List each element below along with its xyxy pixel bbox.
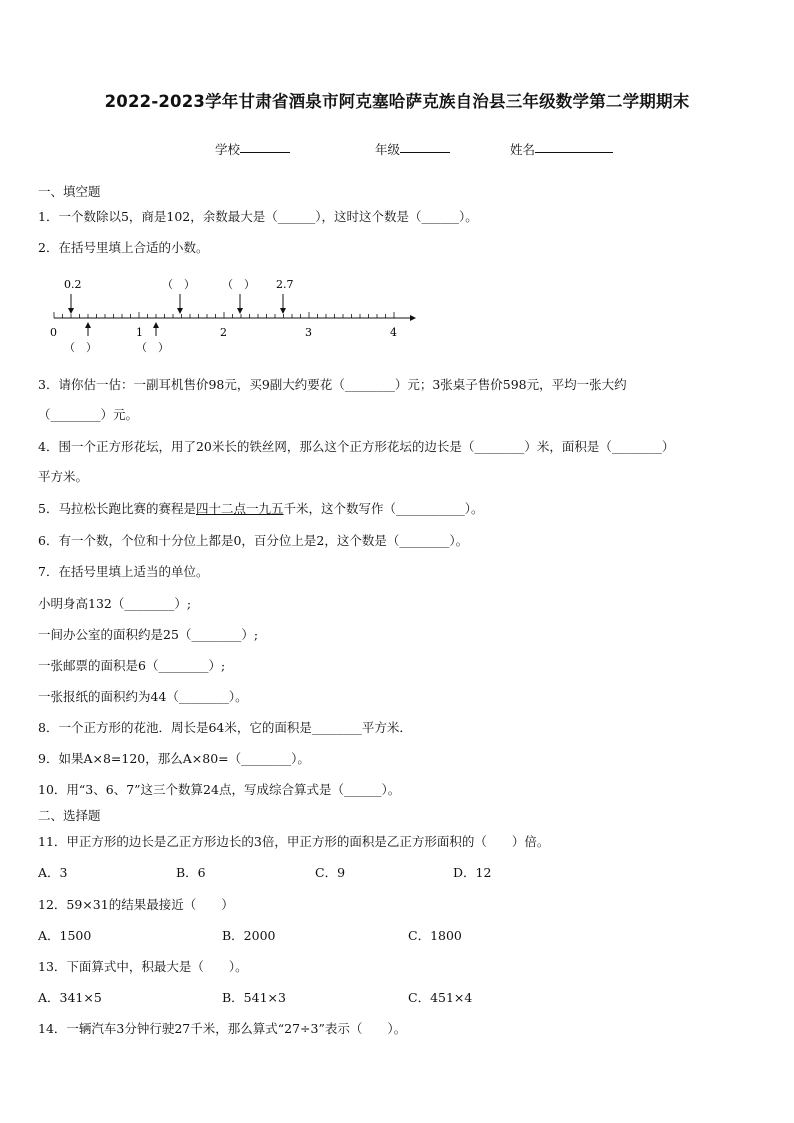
school-field[interactable] [215, 140, 240, 158]
q11-option-a[interactable]: A．3 [38, 865, 68, 880]
tick-3: 3 [305, 326, 312, 339]
blank-top-1: （ ） [162, 278, 195, 291]
question-14: 14．一辆汽车3分钟行驶27千米，那么算式“27÷3”表示（ ）。 [38, 1021, 407, 1036]
question-4: 4．围一个正方形花坛，用了20米长的铁丝网，那么这个正方形花坛的边长是（________）米，面积是（________） [38, 439, 675, 454]
question-3: 3．请你估一估：一副耳机售价98元，买9副大约要花（________）元；3张桌子售价598元，平均一张大约 [38, 377, 627, 392]
blank-top-2: （ ） [222, 278, 255, 291]
question-11: 11．甲正方形的边长是乙正方形边长的3倍，甲正方形的面积是乙正方形面积的（ ）倍。 [38, 834, 550, 849]
question-3-cont: （________）元。 [38, 407, 139, 422]
school-label: 学校 [215, 142, 241, 157]
q11-option-d[interactable]: D．12 [453, 865, 492, 880]
name-label: 姓名 [510, 142, 536, 157]
question-7-item-4: 一张报纸的面积约为44（________）。 [38, 689, 248, 704]
question-9: 9．如果A×8=120，那么A×80=（________）。 [38, 751, 310, 766]
question-8: 8．一个正方形的花池．周长是64米，它的面积是________平方米． [38, 720, 412, 735]
grade-label: 年级 [375, 142, 401, 157]
q12-option-a[interactable]: A．1500 [38, 928, 92, 943]
section-multiple-choice: 二、选择题 [38, 808, 101, 823]
question-7-item-3: 一张邮票的面积是6（________）; [38, 658, 226, 673]
question-2: 2．在括号里填上合适的小数。 [38, 240, 209, 255]
label-0-2: 0.2 [64, 278, 82, 291]
q13-option-a[interactable]: A．341×5 [38, 990, 102, 1005]
page-title: 2022-2023学年甘肃省酒泉市阿克塞哈萨克族自治县三年级数学第二学期期末 [104, 92, 690, 111]
question-7: 7．在括号里填上适当的单位。 [38, 564, 209, 579]
q13-option-c[interactable]: C．451×4 [408, 990, 473, 1005]
q11-option-c[interactable]: C．9 [315, 865, 346, 880]
question-13: 13．下面算式中，积最大是（ ）。 [38, 959, 248, 974]
question-5: 5．马拉松长跑比赛的赛程是四十二点一九五千米，这个数写作（___________）。 [38, 501, 484, 516]
question-4-cont: 平方米。 [38, 469, 89, 484]
q12-option-c[interactable]: C．1800 [408, 928, 462, 943]
question-7-item-1: 小明身高132（________）; [38, 596, 192, 611]
q12-option-b[interactable]: B．2000 [222, 928, 276, 943]
tick-2: 2 [220, 326, 227, 339]
tick-1: 1 [136, 326, 143, 339]
q11-option-b[interactable]: B．6 [176, 865, 206, 880]
question-6: 6．有一个数，个位和十分位上都是0，百分位上是2，这个数是（________）。 [38, 533, 469, 548]
tick-4: 4 [390, 326, 397, 339]
question-12: 12．59×31的结果最接近（ ） [38, 897, 234, 912]
question-10: 10．用“3、6、7”这三个数算24点，写成综合算式是（______）。 [38, 782, 401, 797]
tick-0: 0 [50, 326, 57, 339]
underlined-number-words: 四十二点一九五 [195, 501, 284, 516]
grade-field[interactable] [375, 140, 400, 158]
blank-bottom-2: （ ） [136, 341, 169, 354]
question-1: 1．一个数除以5，商是102，余数最大是（______），这时这个数是（______）。 [38, 209, 478, 224]
blank-bottom-1: （ ） [64, 341, 97, 354]
q13-option-b[interactable]: B．541×3 [222, 990, 286, 1005]
name-field[interactable] [510, 140, 535, 158]
question-7-item-2: 一间办公室的面积约是25（________）; [38, 627, 259, 642]
section-fill-in: 一、填空题 [38, 184, 101, 199]
label-2-7: 2.7 [276, 278, 294, 291]
number-line-diagram [40, 274, 420, 354]
